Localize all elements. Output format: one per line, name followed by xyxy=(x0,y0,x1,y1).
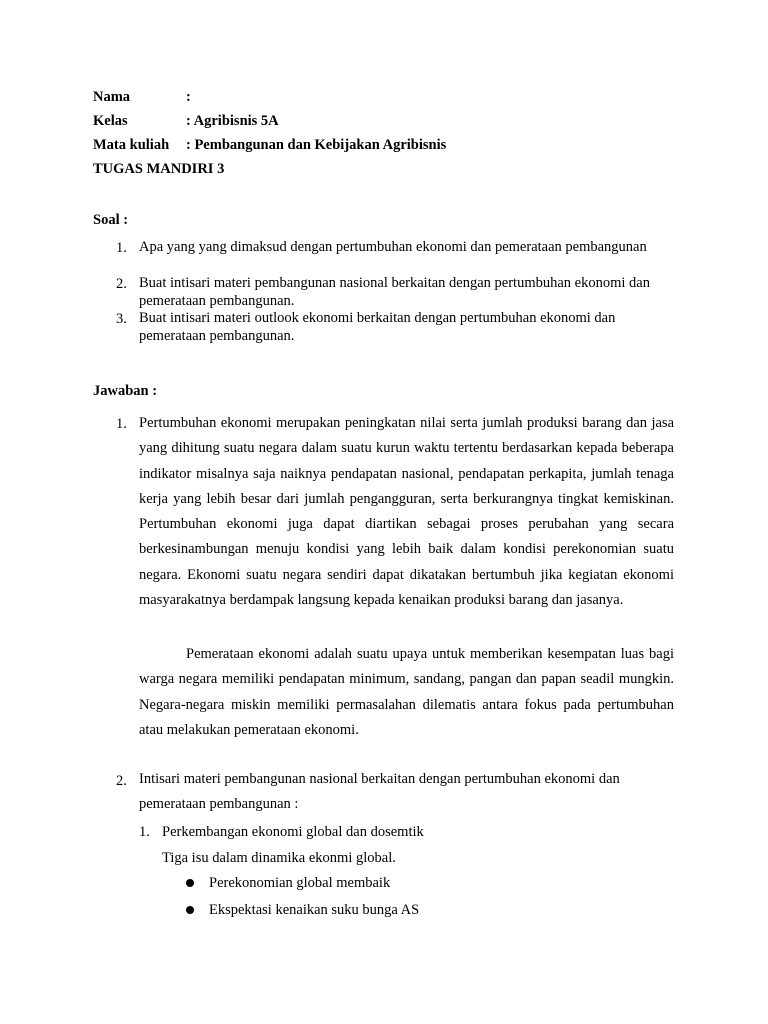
answer-1-paragraph-2-text: Pemerataan ekonomi adalah suatu upaya untuk memberikan kesempatan luas bagi warga negara memiliki pendapatan minimum, sandang, pangan dan papan seadil mungkin. Negara-negara miskin memiliki permasalahan dilematis antara fokus pada pertumbuhan atau melakukan pemerataan ekonomi. xyxy=(139,646,674,738)
answer-1-number: 1. xyxy=(116,416,127,432)
soal-2-number: 2. xyxy=(116,276,127,292)
sub-1-number: 1. xyxy=(139,824,150,840)
sub-1-intro: Tiga isu dalam dinamika ekonmi global. xyxy=(162,850,396,866)
kelas-label: Kelas xyxy=(93,113,128,129)
answer-1-paragraph-2 xyxy=(139,642,674,743)
matkul-label: Mata kuliah xyxy=(93,137,170,153)
soal-1-text: Apa yang yang dimaksud dengan pertumbuhan ekonomi dan pemerataan pembangunan xyxy=(139,239,647,255)
soal-2-text: Buat intisari materi pembangunan nasional berkaitan dengan pertumbuhan ekonomi dan pemerataan pembangunan. xyxy=(139,275,650,309)
jawaban-heading: Jawaban : xyxy=(93,383,158,399)
answer-1-paragraph-1: Pertumbuhan ekonomi merupakan peningkatan nilai serta jumlah produksi barang dan jasa yang dihitung suatu negara dalam suatu kurun waktu tertentu berdasarkan kepada beberapa indikator misalnya saja naiknya pendapatan nasional, pendapatan perkapita, jumlah tenaga kerja yang lebih besar dari jumlah pengangguran, serta berkurangnya tingkat kemiskinan. Pertumbuhan ekonomi juga dapat diartikan sebagai proses perubahan yang secara berkesinambungan menuju kondisi yang lebih baik dalam kondisi perekonomian suatu negara. Ekonomi suatu negara sendiri dapat dikatakan bertumbuh jika kegiatan ekonomi masyarakatnya berdampak langsung kepada kenaikan produksi barang dan jasanya. xyxy=(139,415,674,609)
bullet-2-text: Ekspektasi kenaikan suku bunga AS xyxy=(209,902,420,918)
tugas-title: TUGAS MANDIRI 3 xyxy=(93,161,225,177)
soal-3-text: Buat intisari materi outlook ekonomi berkaitan dengan pertumbuhan ekonomi dan pemerataan pembangunan. xyxy=(139,310,616,344)
sub-1-text: Perkembangan ekonomi global dan dosemtik xyxy=(162,824,424,840)
nama-label: Nama xyxy=(93,89,131,105)
bullet-1-text: Perekonomian global membaik xyxy=(209,875,391,891)
nama-value: : xyxy=(186,89,191,105)
bullet-dot-1 xyxy=(186,879,194,887)
matkul-value: : Pembangunan dan Kebijakan Agribisnis xyxy=(186,137,447,153)
bullet-dot-2 xyxy=(186,906,194,914)
soal-3-number: 3. xyxy=(116,311,127,327)
answer-2-number: 2. xyxy=(116,773,127,789)
soal-1-number: 1. xyxy=(116,240,127,256)
answer-2-text: Intisari materi pembangunan nasional berkaitan dengan pertumbuhan ekonomi dan pemerataan pembangunan : xyxy=(139,771,620,813)
soal-heading: Soal : xyxy=(93,212,129,228)
kelas-value: : Agribisnis 5A xyxy=(186,113,279,129)
